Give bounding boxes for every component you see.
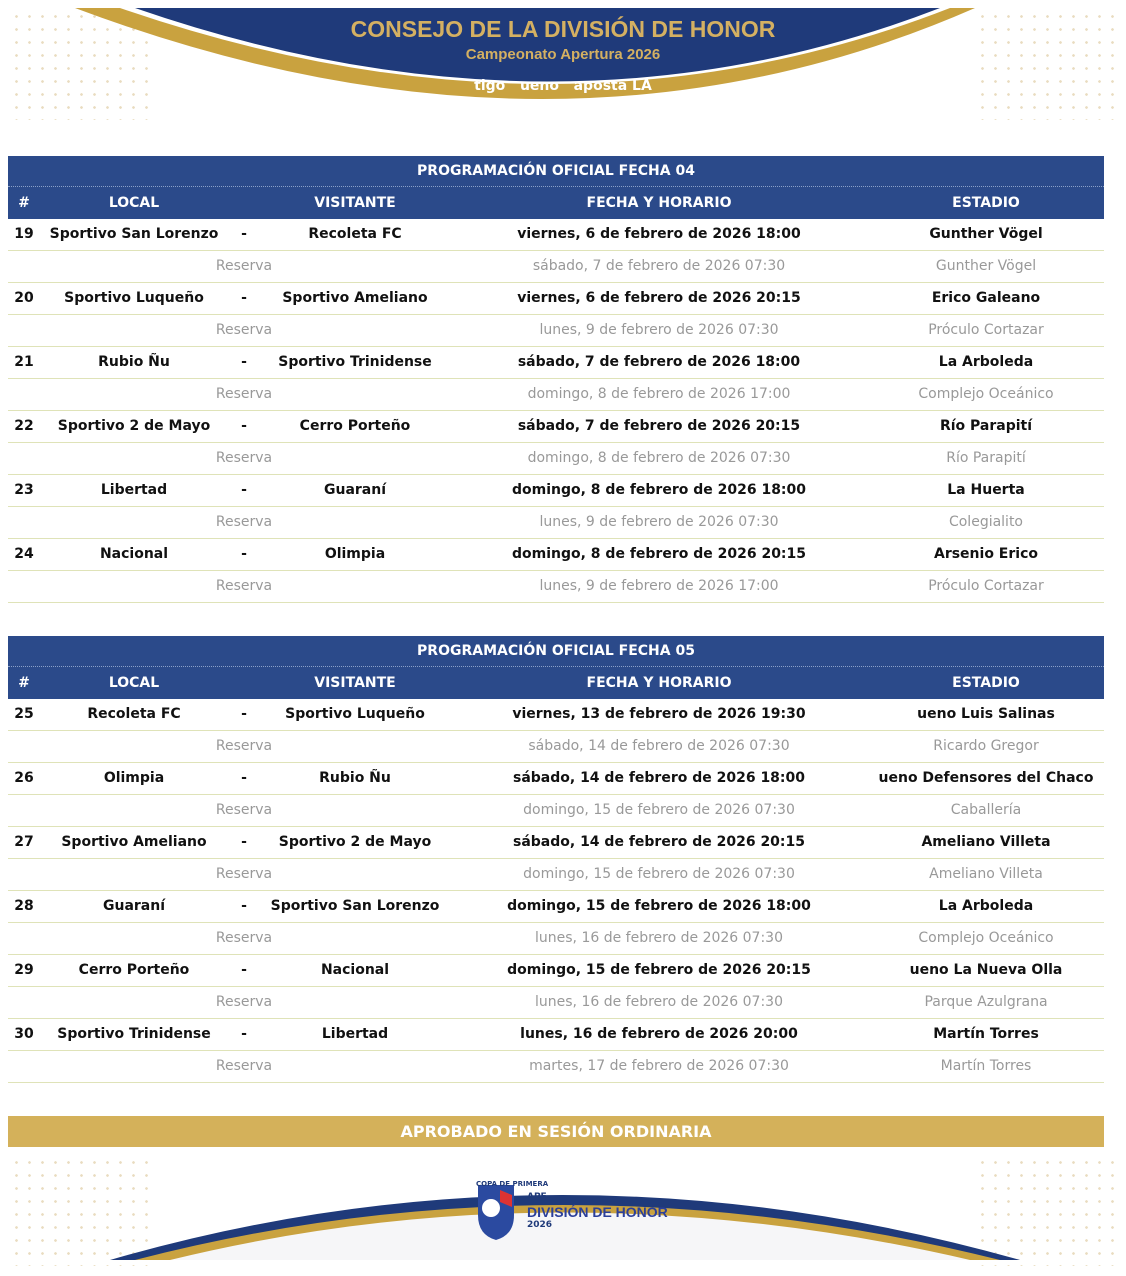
separator: -	[241, 898, 247, 914]
local-team: Sportivo San Lorenzo	[49, 226, 219, 242]
local-team: Recoleta FC	[87, 706, 181, 722]
match-row	[8, 955, 1104, 987]
reserve-stadium: Parque Azulgrana	[924, 994, 1048, 1010]
logo-title: DIVISIÓN DE HONOR	[527, 1204, 668, 1220]
column-header: #	[18, 675, 30, 691]
match-row	[8, 411, 1104, 443]
reserve-row	[8, 1051, 1104, 1083]
local-team: Sportivo Ameliano	[61, 834, 207, 850]
approved-banner: APROBADO EN SESIÓN ORDINARIA	[8, 1116, 1104, 1147]
reserve-row	[8, 731, 1104, 763]
local-team: Nacional	[99, 546, 169, 562]
match-number: 22	[14, 418, 34, 434]
match-datetime: domingo, 8 de febrero de 2026 18:00	[511, 482, 807, 498]
match-datetime: viernes, 6 de febrero de 2026 18:00	[517, 226, 801, 242]
section-title: PROGRAMACIÓN OFICIAL FECHA 04	[8, 156, 1104, 187]
header-banner	[0, 0, 1126, 130]
match-datetime: domingo, 15 de febrero de 2026 18:00	[507, 898, 811, 914]
header-spacer	[228, 667, 260, 699]
column-header: FECHA Y HORARIO	[586, 675, 732, 691]
reserve-label: Reserva	[215, 1058, 273, 1074]
separator: -	[241, 290, 247, 306]
reserve-label: Reserva	[215, 738, 273, 754]
visiting-team: Rubio Ñu	[319, 770, 391, 786]
table-header	[8, 187, 1104, 219]
visiting-team: Libertad	[321, 1026, 389, 1042]
local-team: Guaraní	[102, 898, 166, 914]
footer-banner	[0, 1150, 1126, 1276]
reserve-stadium: Complejo Oceánico	[918, 930, 1054, 946]
column-header: VISITANTE	[314, 195, 396, 211]
column-header: FECHA Y HORARIO	[586, 195, 732, 211]
sponsor-logos	[0, 78, 1126, 94]
match-number: 28	[14, 898, 34, 914]
stadium: ueno La Nueva Olla	[909, 962, 1063, 978]
match-row	[8, 283, 1104, 315]
apf-shield-logo	[478, 1185, 514, 1240]
separator: -	[241, 962, 247, 978]
reserve-stadium: Río Parapití	[946, 450, 1026, 466]
reserve-row	[8, 379, 1104, 411]
reserve-datetime: domingo, 8 de febrero de 2026 17:00	[527, 386, 791, 402]
local-team: Sportivo Luqueño	[64, 290, 204, 306]
reserve-row	[8, 251, 1104, 283]
visiting-team: Sportivo San Lorenzo	[270, 898, 440, 914]
reserve-stadium: Colegialito	[948, 514, 1024, 530]
match-datetime: sábado, 14 de febrero de 2026 20:15	[512, 834, 806, 850]
match-row	[8, 219, 1104, 251]
match-row	[8, 1019, 1104, 1051]
column-header: #	[18, 195, 30, 211]
local-team: Sportivo 2 de Mayo	[57, 418, 211, 434]
stadium: ueno Luis Salinas	[917, 706, 1055, 722]
match-row	[8, 827, 1104, 859]
header-spacer	[228, 187, 260, 219]
separator: -	[241, 354, 247, 370]
visiting-team: Recoleta FC	[308, 226, 402, 242]
visiting-team: Olimpia	[324, 546, 386, 562]
reserve-datetime: sábado, 7 de febrero de 2026 07:30	[532, 258, 786, 274]
reserve-label: Reserva	[215, 930, 273, 946]
reserve-row	[8, 571, 1104, 603]
local-team: Olimpia	[103, 770, 165, 786]
match-number: 19	[14, 226, 34, 242]
banner-subtitle: Campeonato Apertura 2026	[465, 46, 661, 63]
match-datetime: viernes, 13 de febrero de 2026 19:30	[512, 706, 806, 722]
stadium: ueno Defensores del Chaco	[878, 770, 1094, 786]
reserve-stadium: Caballería	[950, 802, 1022, 818]
reserve-datetime: lunes, 16 de febrero de 2026 07:30	[535, 994, 783, 1010]
reserve-datetime: lunes, 9 de febrero de 2026 17:00	[539, 578, 779, 594]
column-header: LOCAL	[108, 195, 160, 211]
reserve-row	[8, 443, 1104, 475]
stadium: La Arboleda	[938, 354, 1034, 370]
reserve-label: Reserva	[215, 258, 273, 274]
separator: -	[241, 546, 247, 562]
match-datetime: viernes, 6 de febrero de 2026 20:15	[517, 290, 801, 306]
section-title: PROGRAMACIÓN OFICIAL FECHA 05	[8, 636, 1104, 667]
local-team: Rubio Ñu	[98, 354, 170, 370]
match-row	[8, 763, 1104, 795]
reserve-row	[8, 315, 1104, 347]
separator: -	[241, 834, 247, 850]
match-number: 29	[14, 962, 34, 978]
visiting-team: Guaraní	[323, 482, 387, 498]
local-team: Sportivo Trinidense	[57, 1026, 211, 1042]
reserve-label: Reserva	[215, 578, 273, 594]
match-datetime: sábado, 7 de febrero de 2026 20:15	[517, 418, 801, 434]
separator: -	[241, 770, 247, 786]
match-datetime: domingo, 8 de febrero de 2026 20:15	[511, 546, 807, 562]
match-row	[8, 891, 1104, 923]
reserve-label: Reserva	[215, 994, 273, 1010]
reserve-stadium: Próculo Cortazar	[928, 578, 1044, 594]
reserve-stadium: Ameliano Villeta	[929, 866, 1043, 882]
match-datetime: sábado, 14 de febrero de 2026 18:00	[512, 770, 806, 786]
stadium: Río Parapití	[939, 418, 1033, 434]
reserve-stadium: Ricardo Gregor	[933, 738, 1039, 754]
reserve-datetime: lunes, 16 de febrero de 2026 07:30	[535, 930, 783, 946]
stadium: Arsenio Erico	[933, 546, 1038, 562]
column-header: ESTADIO	[952, 195, 1020, 211]
reserve-stadium: Complejo Oceánico	[918, 386, 1054, 402]
match-datetime: sábado, 7 de febrero de 2026 18:00	[517, 354, 801, 370]
separator: -	[241, 482, 247, 498]
reserve-row	[8, 923, 1104, 955]
reserve-label: Reserva	[215, 866, 273, 882]
sponsor-aposta: aposta LA	[573, 78, 652, 94]
match-row	[8, 347, 1104, 379]
sponsor-tigo: tigo	[474, 78, 506, 94]
visiting-team: Sportivo Trinidense	[278, 354, 432, 370]
reserve-label: Reserva	[215, 802, 273, 818]
match-number: 23	[14, 482, 34, 498]
match-number: 24	[14, 546, 34, 562]
match-row	[8, 475, 1104, 507]
local-team: Cerro Porteño	[78, 962, 190, 978]
reserve-label: Reserva	[215, 450, 273, 466]
banner-title: CONSEJO DE LA DIVISIÓN DE HONOR	[350, 16, 776, 42]
separator: -	[241, 1026, 247, 1042]
reserve-stadium: Gunther Vögel	[935, 258, 1037, 274]
match-row	[8, 539, 1104, 571]
visiting-team: Sportivo Luqueño	[285, 706, 425, 722]
local-team: Libertad	[100, 482, 168, 498]
match-number: 30	[14, 1026, 34, 1042]
separator: -	[241, 226, 247, 242]
visiting-team: Cerro Porteño	[299, 418, 411, 434]
visiting-team: Sportivo Ameliano	[282, 290, 428, 306]
match-number: 27	[14, 834, 34, 850]
visiting-team: Sportivo 2 de Mayo	[278, 834, 432, 850]
visiting-team: Nacional	[320, 962, 390, 978]
separator: -	[241, 418, 247, 434]
reserve-datetime: domingo, 15 de febrero de 2026 07:30	[523, 802, 795, 818]
match-number: 25	[14, 706, 34, 722]
reserve-label: Reserva	[215, 322, 273, 338]
column-header: ESTADIO	[952, 675, 1020, 691]
match-number: 20	[14, 290, 34, 306]
match-datetime: domingo, 15 de febrero de 2026 20:15	[507, 962, 811, 978]
sponsor-ueno: ueno	[519, 78, 559, 94]
reserve-stadium: Próculo Cortazar	[928, 322, 1044, 338]
reserve-datetime: sábado, 14 de febrero de 2026 07:30	[528, 738, 790, 754]
match-number: 21	[14, 354, 34, 370]
stadium: Ameliano Villeta	[921, 834, 1051, 850]
reserve-label: Reserva	[215, 514, 273, 530]
column-header: LOCAL	[108, 675, 160, 691]
stadium: La Arboleda	[938, 898, 1034, 914]
separator: -	[241, 706, 247, 722]
stadium: Gunther Vögel	[929, 226, 1043, 242]
reserve-stadium: Martín Torres	[940, 1058, 1032, 1074]
reserve-datetime: martes, 17 de febrero de 2026 07:30	[529, 1058, 789, 1074]
reserve-row	[8, 795, 1104, 827]
schedule-fecha-05	[8, 636, 1104, 1083]
match-number: 26	[14, 770, 34, 786]
reserve-datetime: lunes, 9 de febrero de 2026 07:30	[539, 514, 779, 530]
reserve-datetime: domingo, 8 de febrero de 2026 07:30	[527, 450, 791, 466]
reserve-datetime: lunes, 9 de febrero de 2026 07:30	[539, 322, 779, 338]
reserve-row	[8, 507, 1104, 539]
match-datetime: lunes, 16 de febrero de 2026 20:00	[520, 1026, 798, 1042]
logo-top-text: COPA DE PRIMERA	[476, 1180, 549, 1188]
column-header: VISITANTE	[314, 675, 396, 691]
schedule-fecha-04	[8, 156, 1104, 603]
reserve-label: Reserva	[215, 386, 273, 402]
reserve-datetime: domingo, 15 de febrero de 2026 07:30	[523, 866, 795, 882]
logo-year: 2026	[527, 1220, 553, 1230]
reserve-row	[8, 859, 1104, 891]
stadium: Martín Torres	[933, 1026, 1039, 1042]
table-header	[8, 667, 1104, 699]
match-row	[8, 699, 1104, 731]
logo-apf: APF	[527, 1192, 547, 1202]
reserve-row	[8, 987, 1104, 1019]
stadium: La Huerta	[947, 482, 1025, 498]
stadium: Erico Galeano	[931, 290, 1041, 306]
